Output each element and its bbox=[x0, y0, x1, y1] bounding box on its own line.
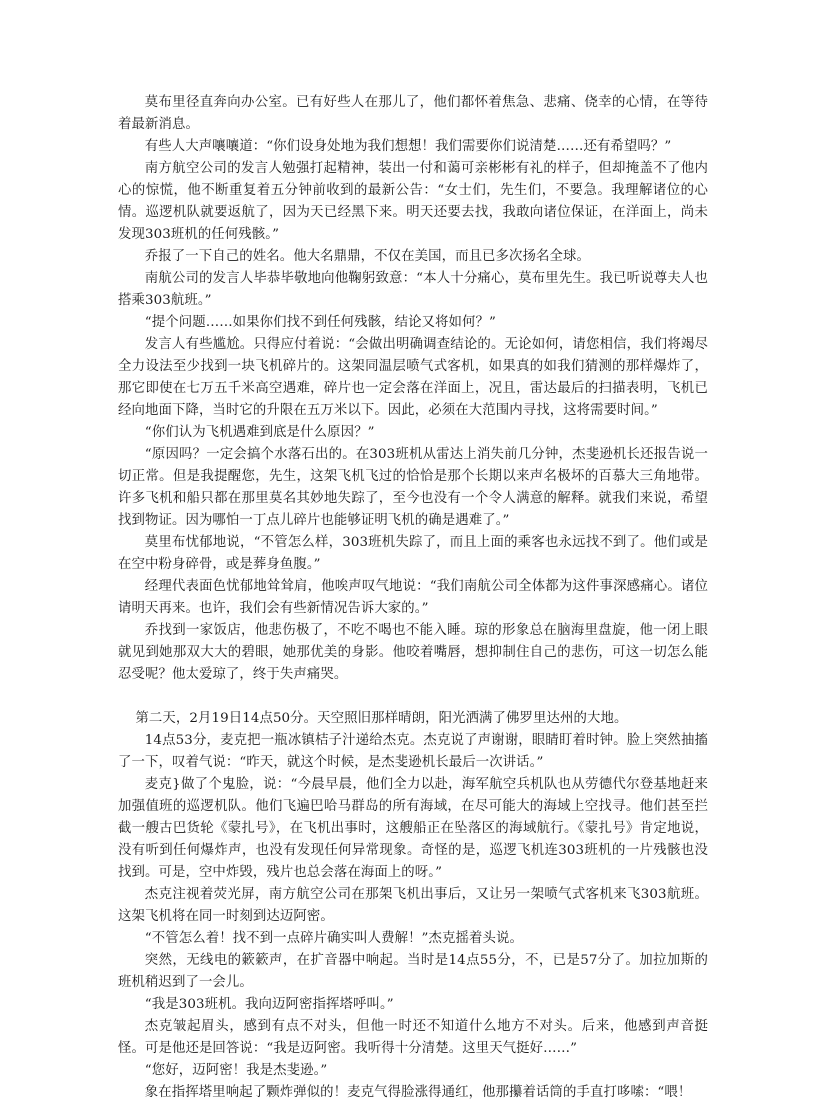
paragraph: “您好，迈阿密！我是杰斐逊。” bbox=[144, 1063, 328, 1078]
paragraph: 南方航空公司的发言人勉强打起精神，装出一付和蔼可亲彬彬有礼的样子，但却掩盖不了他内心的惊慌，他不断重复着五分钟前收到的最新公告：“女士们，先生们，不要急。我理解诸位的心情。巡逻机队就要返航了，因为天已经黑下来。明天还要去找，我敢向诸位保证，在洋面上，尚未发现303班机的任何残骸。” bbox=[118, 161, 708, 242]
paragraph: 象在指挥塔里响起了颗炸弹似的！麦克气得脸涨得通红，他那攥着话筒的手直打哆嗦：“喂！ bbox=[144, 1085, 692, 1100]
paragraph: 莫里布忧郁地说，“不管怎么样，303班机失踪了，而且上面的乘客也永远找不到了。他们或是在空中粉身碎骨，或是葬身鱼腹。” bbox=[118, 535, 708, 572]
paragraph: “你们认为飞机遇难到底是什么原因？” bbox=[144, 425, 375, 440]
section-part1 bbox=[118, 92, 708, 686]
paragraph: 经理代表面色忧郁地耸耸肩，他唉声叹气地说：“我们南航公司全体都为这件事深感痛心。诸位请明天再来。也许，我们会有些新情况告诉大家的。” bbox=[118, 579, 708, 616]
paragraph: 杰克皱起眉头，感到有点不对头，但他一时还不知道什么地方不对头。后来，他感到声音挺怪。可是他还是回答说：“我是迈阿密。我听得十分清楚。这里天气挺好……” bbox=[118, 1019, 708, 1056]
paragraph: 突然，无线电的簌簌声，在扩音器中响起。当时是14点55分，不，已是57分了。加拉加斯的班机稍迟到了一会儿。 bbox=[118, 953, 708, 990]
paragraph: 南航公司的发言人毕恭毕敬地向他鞠躬致意：“本人十分痛心，莫布里先生。我已听说尊夫人也搭乘303航班。” bbox=[118, 271, 708, 308]
paragraph: 第二天，2月19日14点50分。天空照旧那样晴朗，阳光洒满了佛罗里达州的大地。 bbox=[135, 711, 628, 726]
section-part2 bbox=[118, 708, 708, 1104]
paragraph: “原因吗？一定会搞个水落石出的。在303班机从雷达上消失前几分钟，杰斐逊机长还报告说一切正常。但是我提醒您，先生，这架飞机飞过的恰恰是那个长期以来声名极坏的百慕大三角地带。许多飞机和船只都在那里莫名其妙地失踪了，至今也没有一个令人满意的解释。就我们来说，希望找到物证。因为哪怕一丁点儿碎片也能够证明飞机的确是遇难了。” bbox=[118, 447, 708, 528]
paragraph: “提个问题……如果你们找不到任何残骸，结论又将如何？” bbox=[144, 315, 496, 330]
paragraph: 麦克}做了个鬼脸，说：“今晨早晨，他们全力以赴，海军航空兵机队也从劳德代尔登基地赶来加强值班的巡逻机队。他们飞遍巴哈马群岛的所有海域，在尽可能大的海域上空找寻。他们甚至拦截一艘古巴货轮《蒙扎号》，在飞机出事时，这艘船正在坠落区的海域航行。《蒙扎号》肯定地说，没有听到任何爆炸声，也没有发现任何异常现象。奇怪的是，巡逻飞机连303班机的一片残骸也没找到。可是，空中炸毁，残片也总会落在海面上的呀。” bbox=[118, 777, 708, 880]
document-page bbox=[118, 92, 708, 1104]
paragraph: “我是303班机。我向迈阿密指挥塔呼叫。” bbox=[144, 997, 394, 1012]
paragraph: 14点53分，麦克把一瓶冰镇桔子汁递给杰克。杰克说了声谢谢，眼睛盯着时钟。脸上突然抽搐了一下，叹着气说：“昨天，就这个时候，是杰斐逊机长最后一次讲话。” bbox=[118, 733, 708, 770]
paragraph: 莫布里径直奔向办公室。已有好些人在那儿了，他们都怀着焦急、悲痛、侥幸的心情，在等待着最新消息。 bbox=[118, 95, 708, 132]
section-break bbox=[118, 686, 708, 708]
paragraph: 乔报了一下自己的姓名。他大名鼎鼎，不仅在美国，而且已多次扬名全球。 bbox=[144, 249, 590, 264]
paragraph: 发言人有些尴尬。只得应付着说：“会做出明确调查结论的。无论如何，请您相信，我们将竭尽全力设法至少找到一块飞机碎片的。这架同温层喷气式客机，如果真的如我们猜测的那样爆炸了，那它即使在七万五千米高空遇难，碎片也一定会落在洋面上，况且，雷达最后的扫描表明，飞机已经向地面下降，当时它的升限在五万米以下。因此，必须在大范围内寻找，这将需要时间。” bbox=[118, 337, 708, 418]
paragraph: 乔找到一家饭店，他悲伤极了，不吃不喝也不能入睡。琼的形象总在脑海里盘旋，他一闭上眼就见到她那双大大的碧眼，她那优美的身影。他咬着嘴唇，想抑制住自己的悲伤，可这一切怎么能忍受呢？他太爱琼了，终于失声痛哭。 bbox=[118, 623, 708, 682]
paragraph: “不管怎么着！找不到一点碎片确实叫人费解！”杰克摇着头说。 bbox=[144, 931, 523, 946]
paragraph: 杰克注视着荧光屏，南方航空公司在那架飞机出事后，又让另一架喷气式客机来飞303航班。这架飞机将在同一时刻到达迈阿密。 bbox=[118, 887, 708, 924]
paragraph: 有些人大声嚷嚷道：“你们设身处地为我们想想！我们需要你们说清楚……还有希望吗？” bbox=[144, 139, 672, 154]
